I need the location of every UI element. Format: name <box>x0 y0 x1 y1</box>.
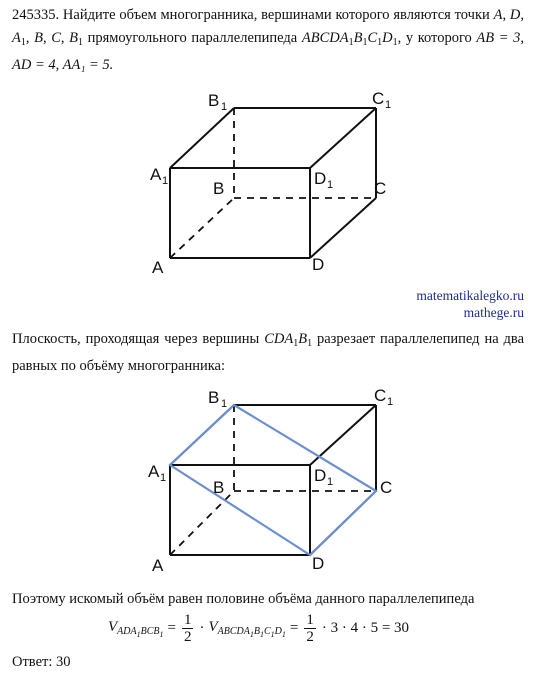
site-label-1: matematikalegko.ru <box>416 288 524 303</box>
problem-conditions: AB = 3, AD = 4, AA₁ = 5. <box>12 30 524 73</box>
svg-text:1: 1 <box>160 472 167 484</box>
svg-text:1: 1 <box>387 396 394 408</box>
label-c-2: C <box>380 478 393 497</box>
label-c: C <box>374 179 387 198</box>
label-a: A <box>152 258 164 277</box>
label-b: B <box>213 179 225 198</box>
problem-statement: 245335. Найдите объем многогранника, вершинами которого являются точки A, D, $A_1$, B, C, $B_1$ прямоугольного параллелепипеда $ABCDA_1B_1C_1D_1$, у которого AB = 3, AD = 4, AA₁ = 5. <box>12 7 524 73</box>
figure-section <box>0 375 534 595</box>
label-a-2: A <box>152 556 164 575</box>
label-b1: B <box>208 91 220 110</box>
solution-text-1: Плоскость, проходящая через вершины <box>12 331 265 347</box>
label-d-2: D <box>312 554 325 573</box>
label-b1-2: B <box>208 388 220 407</box>
label-a1: A <box>150 165 162 184</box>
svg-text:1: 1 <box>327 179 334 191</box>
solution-text-2: разрезает параллелепипед на два равных по объёму многогранника: <box>12 331 524 374</box>
label-d: D <box>312 255 325 274</box>
label-a1-2: A <box>148 462 160 481</box>
problem-number: 245335. <box>12 7 60 23</box>
svg-text:1: 1 <box>385 99 392 111</box>
problem-text-1: Найдите объем многогранника, вершинами которого являются точки <box>59 7 494 23</box>
svg-text:1: 1 <box>162 175 169 187</box>
volume-formula: $V_{ADA_1BCB_1}$ = $\frac{1}{2}$ · $V_{ABCDA_1B_1C_1D_1}$ = $\frac{1}{2}$ · 3 · 4 · 5 = 30 <box>108 612 410 645</box>
problem-text-3: , у которого <box>397 30 477 46</box>
label-d1-2: D <box>314 466 327 485</box>
fraction-half: $\frac{1}{2}$ <box>183 612 192 645</box>
answer: Ответ: 30 <box>12 654 71 670</box>
svg-text:1: 1 <box>327 476 334 488</box>
figure-parallelepiped <box>0 0 534 290</box>
site-label-2: mathege.ru <box>463 305 524 320</box>
label-c1: C <box>372 89 385 108</box>
svg-text:1: 1 <box>221 101 228 113</box>
conclusion-text: Поэтому искомый объём равен половине объёма данного параллелепипеда <box>12 591 475 607</box>
section-polygon <box>170 405 376 555</box>
label-d1: D <box>314 169 327 188</box>
fraction-half-2: $\frac{1}{2}$ <box>306 612 314 645</box>
svg-text:1: 1 <box>221 398 228 410</box>
solution-text: Плоскость, проходящая через вершины $CDA_1B_1$ разрезает параллелепипед на два равных по объёму многогранника: <box>12 331 524 374</box>
problem-text-2: прямоугольного параллелепипеда <box>82 30 302 46</box>
label-c1-2: C <box>374 386 387 405</box>
label-b-2: B <box>213 478 225 497</box>
